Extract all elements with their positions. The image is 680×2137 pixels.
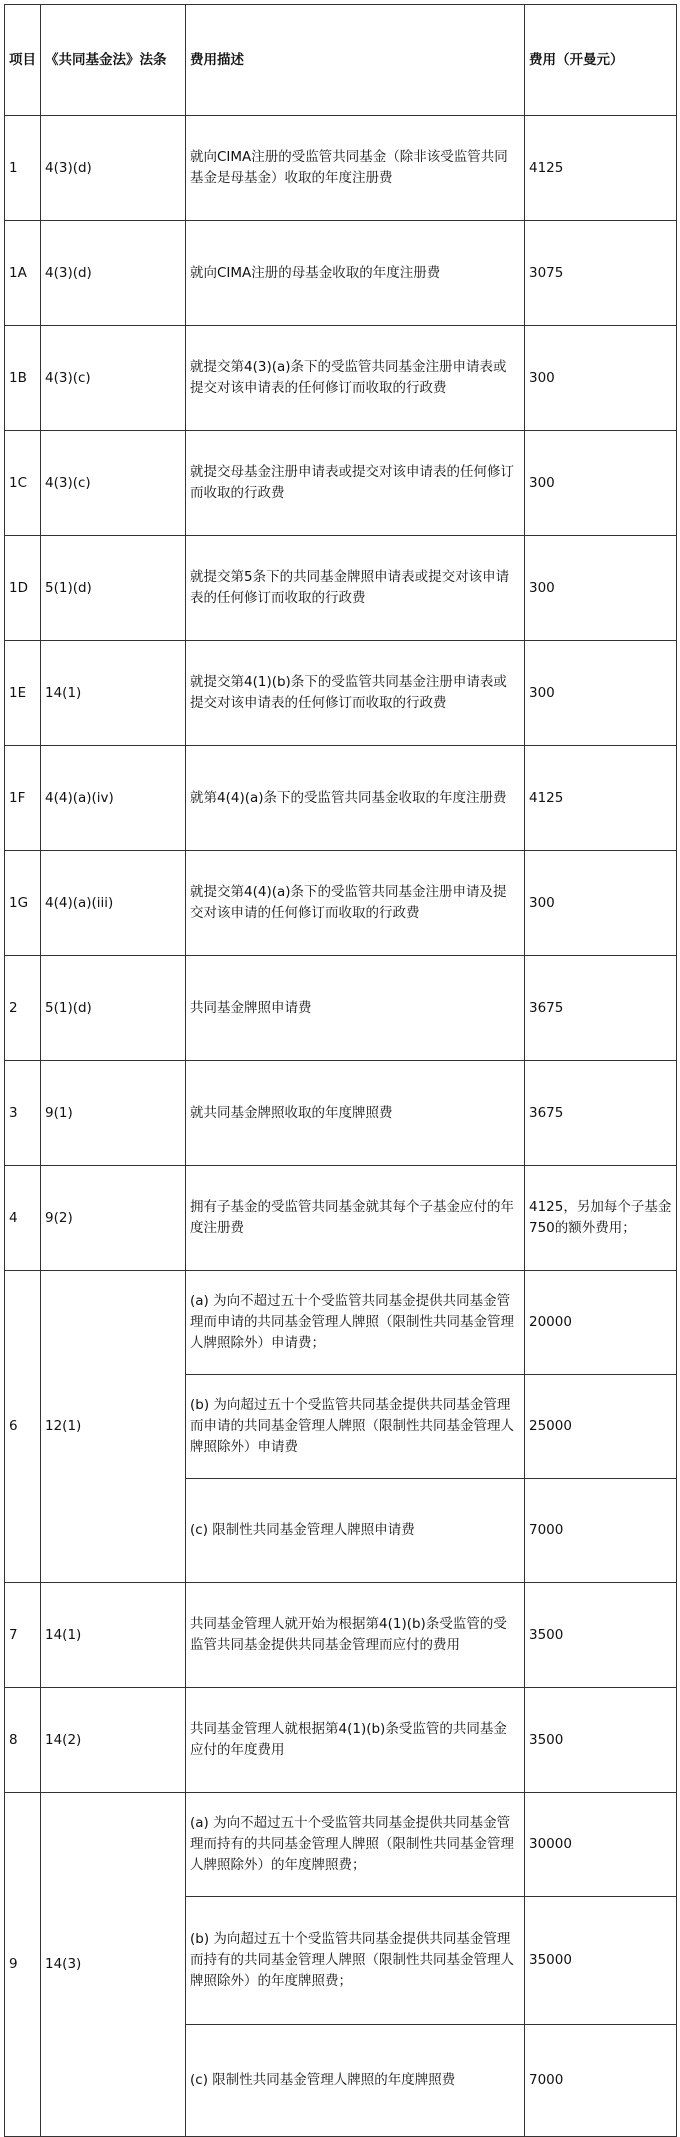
cell-description: 就向CIMA注册的母基金收取的年度注册费 bbox=[186, 221, 525, 326]
cell-fee: 30000 bbox=[525, 1793, 677, 1897]
cell-law: 12(1) bbox=[41, 1271, 186, 1583]
cell-item: 1A bbox=[5, 221, 41, 326]
cell-description: (c) 限制性共同基金管理人牌照申请费 bbox=[186, 1479, 525, 1583]
table-row bbox=[5, 431, 677, 536]
cell-item: 7 bbox=[5, 1583, 41, 1688]
cell-description: 就提交母基金注册申请表或提交对该申请表的任何修订而收取的行政费 bbox=[186, 431, 525, 536]
cell-fee: 7000 bbox=[525, 1479, 677, 1583]
fee-table bbox=[4, 4, 677, 2137]
cell-description: (a) 为向不超过五十个受监管共同基金提供共同基金管理而申请的共同基金管理人牌照（限制性共同基金管理人牌照除外）申请费； bbox=[186, 1271, 525, 1375]
cell-fee: 300 bbox=[525, 641, 677, 746]
table-row bbox=[5, 1688, 677, 1793]
cell-fee: 3675 bbox=[525, 1061, 677, 1166]
cell-fee: 3500 bbox=[525, 1688, 677, 1793]
cell-fee: 3500 bbox=[525, 1583, 677, 1688]
table-row bbox=[5, 641, 677, 746]
table-row bbox=[5, 746, 677, 851]
table-row bbox=[5, 1793, 677, 1897]
header-description: 费用描述 bbox=[186, 5, 525, 116]
cell-description: 就提交第4(3)(a)条下的受监管共同基金注册申请表或提交对该申请表的任何修订而收取的行政费 bbox=[186, 326, 525, 431]
cell-fee: 20000 bbox=[525, 1271, 677, 1375]
cell-description: (b) 为向超过五十个受监管共同基金提供共同基金管理而持有的共同基金管理人牌照（限制性共同基金管理人牌照除外）的年度牌照费； bbox=[186, 1897, 525, 2025]
cell-law: 14(3) bbox=[41, 1793, 186, 2137]
cell-law: 9(2) bbox=[41, 1166, 186, 1271]
cell-description: 就共同基金牌照收取的年度牌照费 bbox=[186, 1061, 525, 1166]
table-row bbox=[5, 536, 677, 641]
cell-description: 就提交第4(4)(a)条下的受监管共同基金注册申请及提交对该申请的任何修订而收取的行政费 bbox=[186, 851, 525, 956]
cell-law: 4(3)(d) bbox=[41, 116, 186, 221]
table-row bbox=[5, 326, 677, 431]
cell-fee: 300 bbox=[525, 851, 677, 956]
cell-law: 4(3)(c) bbox=[41, 326, 186, 431]
cell-law: 5(1)(d) bbox=[41, 536, 186, 641]
cell-law: 4(3)(c) bbox=[41, 431, 186, 536]
cell-item: 3 bbox=[5, 1061, 41, 1166]
cell-description: (c) 限制性共同基金管理人牌照的年度牌照费 bbox=[186, 2025, 525, 2137]
cell-description: 就提交第4(1)(b)条下的受监管共同基金注册申请表或提交对该申请表的任何修订而收取的行政费 bbox=[186, 641, 525, 746]
header-fee: 费用（开曼元） bbox=[525, 5, 677, 116]
cell-description: (a) 为向不超过五十个受监管共同基金提供共同基金管理而持有的共同基金管理人牌照（限制性共同基金管理人牌照除外）的年度牌照费； bbox=[186, 1793, 525, 1897]
cell-law: 4(4)(a)(iv) bbox=[41, 746, 186, 851]
cell-description: 共同基金牌照申请费 bbox=[186, 956, 525, 1061]
cell-fee: 3075 bbox=[525, 221, 677, 326]
cell-fee: 4125 bbox=[525, 116, 677, 221]
cell-law: 4(3)(d) bbox=[41, 221, 186, 326]
cell-item: 8 bbox=[5, 1688, 41, 1793]
cell-law: 5(1)(d) bbox=[41, 956, 186, 1061]
cell-item: 2 bbox=[5, 956, 41, 1061]
cell-fee: 4125，另加每个子基金750的额外费用； bbox=[525, 1166, 677, 1271]
cell-description: 共同基金管理人就根据第4(1)(b)条受监管的共同基金应付的年度费用 bbox=[186, 1688, 525, 1793]
cell-description: 就第4(4)(a)条下的受监管共同基金收取的年度注册费 bbox=[186, 746, 525, 851]
cell-item: 1F bbox=[5, 746, 41, 851]
cell-description: 共同基金管理人就开始为根据第4(1)(b)条受监管的受监管共同基金提供共同基金管理而应付的费用 bbox=[186, 1583, 525, 1688]
table-row bbox=[5, 1061, 677, 1166]
cell-description: (b) 为向超过五十个受监管共同基金提供共同基金管理而申请的共同基金管理人牌照（限制性共同基金管理人牌照除外）申请费 bbox=[186, 1375, 525, 1479]
table-row bbox=[5, 956, 677, 1061]
table-row bbox=[5, 1583, 677, 1688]
cell-fee: 4125 bbox=[525, 746, 677, 851]
table-row bbox=[5, 116, 677, 221]
cell-fee: 25000 bbox=[525, 1375, 677, 1479]
cell-fee: 300 bbox=[525, 431, 677, 536]
cell-item: 1G bbox=[5, 851, 41, 956]
cell-fee: 35000 bbox=[525, 1897, 677, 2025]
cell-item: 1D bbox=[5, 536, 41, 641]
cell-fee: 3675 bbox=[525, 956, 677, 1061]
cell-law: 14(2) bbox=[41, 1688, 186, 1793]
cell-item: 1B bbox=[5, 326, 41, 431]
table-row bbox=[5, 851, 677, 956]
cell-law: 14(1) bbox=[41, 641, 186, 746]
cell-law: 9(1) bbox=[41, 1061, 186, 1166]
cell-item: 4 bbox=[5, 1166, 41, 1271]
header-item: 项目 bbox=[5, 5, 41, 116]
cell-fee: 7000 bbox=[525, 2025, 677, 2137]
cell-law: 14(1) bbox=[41, 1583, 186, 1688]
cell-description: 就向CIMA注册的受监管共同基金（除非该受监管共同基金是母基金）收取的年度注册费 bbox=[186, 116, 525, 221]
header-row bbox=[5, 5, 677, 116]
cell-fee: 300 bbox=[525, 326, 677, 431]
cell-description: 拥有子基金的受监管共同基金就其每个子基金应付的年度注册费 bbox=[186, 1166, 525, 1271]
table-row bbox=[5, 221, 677, 326]
cell-fee: 300 bbox=[525, 536, 677, 641]
table-row bbox=[5, 1271, 677, 1375]
cell-law: 4(4)(a)(iii) bbox=[41, 851, 186, 956]
table-row bbox=[5, 1166, 677, 1271]
cell-item: 1 bbox=[5, 116, 41, 221]
cell-description: 就提交第5条下的共同基金牌照申请表或提交对该申请表的任何修订而收取的行政费 bbox=[186, 536, 525, 641]
header-law: 《共同基金法》法条 bbox=[41, 5, 186, 116]
cell-item: 1C bbox=[5, 431, 41, 536]
cell-item: 6 bbox=[5, 1271, 41, 1583]
cell-item: 9 bbox=[5, 1793, 41, 2137]
cell-item: 1E bbox=[5, 641, 41, 746]
